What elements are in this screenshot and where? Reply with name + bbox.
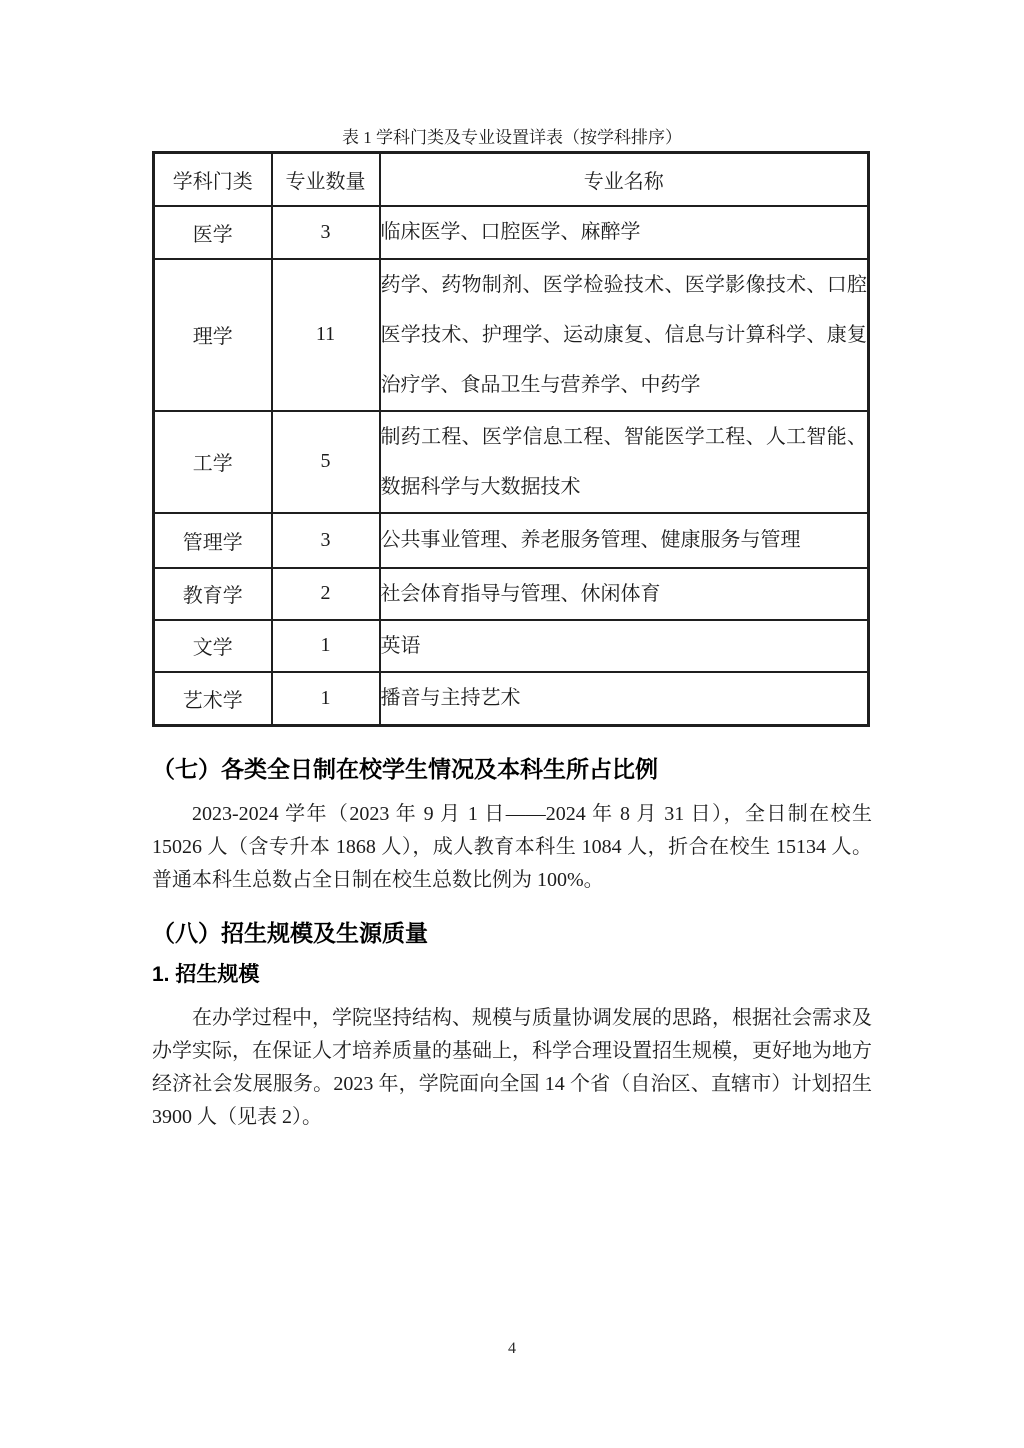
table-row	[154, 672, 869, 726]
count-cell: 1	[272, 620, 380, 672]
table-row	[154, 259, 869, 411]
table-row	[154, 411, 869, 513]
majors-cell: 播音与主持艺术	[380, 672, 869, 726]
count-cell: 11	[272, 259, 380, 411]
category-cell: 艺术学	[154, 672, 272, 726]
count-cell: 3	[272, 206, 380, 259]
count-cell: 1	[272, 672, 380, 726]
count-cell: 2	[272, 568, 380, 620]
majors-cell: 社会体育指导与管理、休闲体育	[380, 568, 869, 620]
document-content	[152, 0, 872, 1134]
category-cell: 医学	[154, 206, 272, 259]
category-cell: 文学	[154, 620, 272, 672]
enrollment-status-paragraph: 2023-2024 学年（2023 年 9 月 1 日——2024 年 8 月 31 日），全日制在校生 15026 人（含专升本 1868 人），成人教育本科生 1084 人，折合在校生 15134 人。普通本科生总数占全日制在校生总数比例为 100%。	[152, 803, 872, 891]
majors-cell: 英语	[380, 620, 869, 672]
majors-cell: 制药工程、医学信息工程、智能医学工程、人工智能、数据科学与大数据技术	[380, 411, 869, 513]
majors-cell: 公共事业管理、养老服务管理、健康服务与管理	[380, 513, 869, 568]
table-row	[154, 620, 869, 672]
table-header-row	[154, 153, 869, 206]
section-8-heading: （八）招生规模及生源质量	[152, 920, 428, 946]
page-number: 4	[508, 1340, 516, 1357]
table-caption: 表 1 学科门类及专业设置详表（按学科排序）	[342, 128, 682, 147]
category-cell: 工学	[154, 411, 272, 513]
table-row	[154, 568, 869, 620]
column-header-majors: 专业名称	[380, 153, 869, 206]
majors-cell: 临床医学、口腔医学、麻醉学	[380, 206, 869, 259]
table-row	[154, 206, 869, 259]
enrollment-scale-paragraph: 在办学过程中，学院坚持结构、规模与质量协调发展的思路，根据社会需求及办学实际，在保证人才培养质量的基础上，科学合理设置招生规模，更好地为地方经济社会发展服务。2023 年，学院面向全国 14 个省（自治区、直辖市）计划招生 3900 人（见表 2）。	[152, 1007, 872, 1128]
column-header-count: 专业数量	[272, 153, 380, 206]
column-header-category: 学科门类	[154, 153, 272, 206]
table-row	[154, 513, 869, 568]
category-cell: 教育学	[154, 568, 272, 620]
section-7-heading: （七）各类全日制在校学生情况及本科生所占比例	[152, 756, 658, 782]
subsection-1-heading: 1. 招生规模	[152, 963, 260, 986]
count-cell: 5	[272, 411, 380, 513]
count-cell: 3	[272, 513, 380, 568]
majors-cell: 药学、药物制剂、医学检验技术、医学影像技术、口腔医学技术、护理学、运动康复、信息与计算科学、康复治疗学、食品卫生与营养学、中药学	[380, 259, 869, 411]
category-cell: 理学	[154, 259, 272, 411]
subject-majors-table	[152, 151, 870, 727]
category-cell: 管理学	[154, 513, 272, 568]
